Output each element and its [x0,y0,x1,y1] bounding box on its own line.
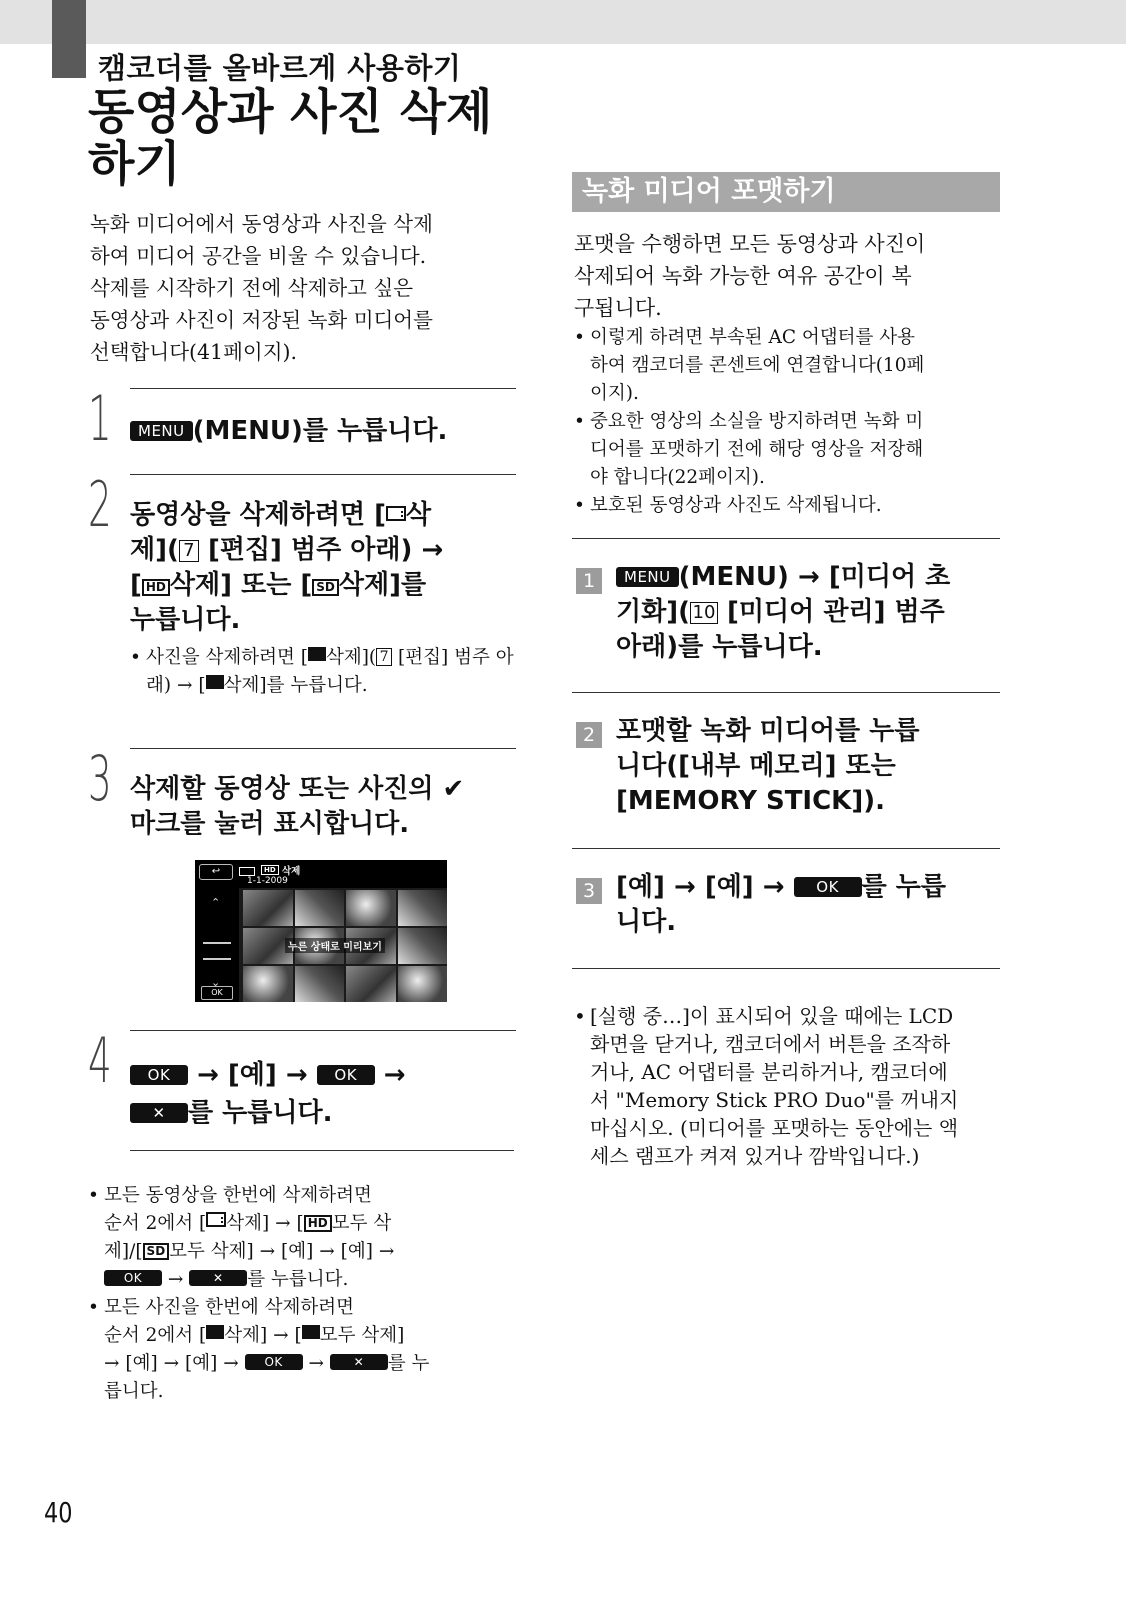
menu-key-icon: MENU [616,567,679,587]
step-text-part: 아래)를 누릅니다. [616,632,823,662]
step-text-part: 삭제] 또는 [ [169,570,313,600]
page-number: 40 [44,1496,73,1529]
step-text-part: [예] [616,872,665,902]
step-number: 2 [576,722,602,748]
note-text: 삭제]를 누릅니다. [223,675,368,696]
note-text: 모두 삭제] [169,1241,254,1262]
step-text-part: [예] [227,1060,277,1090]
thumbnail [346,890,396,926]
step-number: 3 [88,742,112,815]
close-key-icon: ✕ [130,1103,188,1123]
menu-key-icon: MENU [130,421,193,441]
note-text: [예] [281,1241,314,1262]
format-caution [574,1002,1002,1170]
note-text: 세스 램프가 켜져 있거나 깜박입니다.) [590,1144,920,1168]
arrow-icon: → [163,1353,180,1374]
format-step-1 [572,538,1000,688]
note-text: 를 누릅니다. [247,1269,349,1290]
note-text: 모든 동영상을 한번에 삭제하려면 [104,1185,372,1206]
step-number: 1 [88,382,112,455]
photo-icon [308,647,326,661]
arrow-icon: → [176,675,193,696]
category-7-icon: 7 [179,540,199,562]
note-item: • 모든 동영상을 한번에 삭제하려면 순서 2에서 [ 삭제] → [ HD 모두 삭 제]/[ SD 모두 삭제] → [예] → [예] → OK → ✕ 를 누릅니다. [88,1182,518,1294]
step-1 [88,382,516,458]
hd-icon: HD [142,579,170,596]
note-text: 하여 캠코더를 콘센트에 연결합니다(10페 [590,355,925,376]
note-text: [예] [185,1353,218,1374]
step-number: 3 [576,878,602,904]
thumbnail [243,890,293,926]
preview-hint: 누른 상태로 미리보기 [285,938,385,953]
step-divider [130,474,516,475]
step-divider [572,968,1000,969]
thumbnail [398,890,448,926]
step-text-part: [MEMORY STICK]). [616,786,885,816]
list-view-icon [203,942,231,960]
format-notes [574,324,998,520]
divider [572,968,1000,970]
note-item [574,324,998,408]
note-item: • 모든 사진을 한번에 삭제하려면 순서 2에서 [ 삭제] → [ 모두 삭제] → [예] → [예] → OK → ✕ 를 누 릅니다. [88,1294,518,1406]
arrow-icon: → [383,1060,406,1090]
step-1-label: (MENU)를 누릅니다. [192,416,448,446]
lcd-sidebar [195,888,239,1002]
step-3 [88,742,516,848]
step-divider [572,538,1000,539]
top-bar [0,0,1126,44]
lcd-header [195,860,447,888]
note-text: 이렇게 하려면 부속된 AC 어댑터를 사용 [590,327,915,348]
intro-line: 선택합니다(41페이지). [90,340,298,364]
hd-icon: HD [304,1215,332,1232]
arrow-icon: → [319,1241,335,1262]
lcd-ok-button: OK [201,986,233,1000]
scroll-down-icon: ⌄ [211,976,221,989]
note-item [574,492,998,520]
intro-line: 하여 미디어 공간을 비울 수 있습니다. [90,244,427,268]
step-text [616,870,1000,940]
step-text [130,414,516,449]
arrow-icon: → [421,535,444,565]
step-text [130,498,516,638]
check-icon: ✔ [442,774,465,804]
intro-paragraph [90,208,520,368]
arrow-icon: → [797,562,820,592]
lcd-title-text: 삭제 [281,866,301,877]
arrow-icon: → [673,872,696,902]
note-text: 모든 사진을 한번에 삭제하려면 [104,1297,354,1318]
note-text: 야 합니다(22페이지). [590,467,765,488]
thumbnail [295,890,345,926]
note-text: 마십시오. (미디어를 포맷하는 동안에는 액 [590,1116,959,1140]
arrow-icon: → [259,1241,276,1262]
format-section-header: 녹화 미디어 포맷하기 [572,172,1000,212]
thumbnail [398,966,448,1002]
photo-icon [302,1325,320,1339]
title-line-1: 동영상과 사진 삭제 [88,84,493,140]
page-title [88,86,528,190]
lcd-screen-illustration [195,860,447,1002]
step-text-part: 니다. [616,907,677,937]
section-label: 캠코더를 올바르게 사용하기 [98,51,462,85]
divider [130,1150,514,1151]
step-text-part: 포맷할 녹화 미디어를 누릅 [616,716,920,746]
left-notes [88,1182,518,1406]
intro-line: 구됩니다. [574,296,662,320]
note-text: 삭제] [224,1325,268,1346]
note-text: 를 누 [387,1353,430,1374]
step-text-part: [미디어 초 [828,562,951,592]
close-key-icon: ✕ [189,1270,247,1286]
step-text-part: 니다([내부 메모리] 또는 [616,751,896,781]
step-text-part: 제]( [130,535,179,565]
arrow-icon: → [197,1060,219,1090]
note-item [574,1002,1002,1170]
step-divider [130,748,516,749]
section-tab [52,0,86,78]
step-text [616,714,1000,819]
step-divider [572,848,1000,849]
format-step-3 [572,848,1000,968]
step-text-part: 삭제할 동영상 또는 사진의 [130,774,434,804]
note-text: 순서 2에서 [ [104,1325,207,1346]
step-2-note [130,644,520,700]
intro-line: 동영상과 사진이 저장된 녹화 미디어를 [90,308,433,332]
note-text: 삭제]( [325,647,377,668]
movie-icon [386,506,406,521]
ok-key-icon: OK [130,1065,188,1085]
note-text: 제]/[ [104,1241,143,1262]
note-text: 화면을 닫거나, 캠코더에서 버튼을 조작하 [590,1032,951,1056]
lcd-title [261,863,300,877]
arrow-icon: → [285,1060,308,1090]
arrow-icon: → [275,1213,291,1234]
lcd-date: 1-1-2009 [247,876,288,886]
thumbnail [295,966,345,1002]
format-intro [574,228,998,324]
thumbnail [346,966,396,1002]
note-text: 사진을 삭제하려면 [ [146,647,308,668]
close-key-icon: ✕ [330,1354,388,1370]
step-text-part: [ [130,570,142,600]
back-icon: ↩ [199,864,233,880]
note-text: 순서 2에서 [ [104,1213,207,1234]
arrow-icon: → [273,1325,289,1346]
note-text: [ [198,675,206,696]
note-text: 삭제] [226,1213,270,1234]
note-text: 디어를 포맷하기 전에 해당 영상을 저장해 [590,439,924,460]
note-text: [예] [340,1241,373,1262]
note-text: 거나, AC 어댑터를 분리하거나, 캠코더에 [590,1060,948,1084]
intro-line: 삭제되어 녹화 가능한 여유 공간이 복 [574,264,912,288]
note-item [574,408,998,492]
step-text-part: [미디어 관리] 범주 [718,597,945,627]
step-text-part: 를 누릅니다. [188,1098,333,1128]
note-text: 릅니다. [104,1381,164,1402]
step-text-part: 기화]( [616,597,690,627]
arrow-icon: → [308,1353,325,1374]
step-text-part: 동영상을 삭제하려면 [ [130,500,387,530]
battery-icon [239,867,255,876]
thumbnail [398,928,448,964]
sd-icon: SD [143,1243,170,1260]
note-text: [예] [125,1353,158,1374]
ok-key-icon: OK [104,1270,162,1286]
note-text: 모두 삭제] [319,1325,405,1346]
step-number: 1 [576,568,602,594]
step-text-part: 누릅니다. [130,605,241,635]
category-10-icon: 10 [690,602,718,624]
step-text-part: 를 누릅 [861,872,947,902]
title-line-2: 하기 [88,136,181,192]
photo-icon [206,1325,224,1339]
step-4 [88,1024,516,1140]
arrow-icon: → [167,1269,184,1290]
thumbnail [243,966,293,1002]
step-text-part: (MENU) [678,562,789,592]
note-text: 모두 삭 [331,1213,392,1234]
step-divider [130,1030,516,1031]
format-step-2 [572,692,1000,842]
ok-key-icon: OK [245,1354,303,1370]
step-divider [572,692,1000,693]
step-text-part: [예] [704,872,754,902]
arrow-icon: → [104,1353,120,1374]
note-text: 이지). [590,383,639,404]
intro-line: 삭제를 시작하기 전에 삭제하고 싶은 [90,276,414,300]
step-text [130,1056,516,1132]
arrow-icon: → [762,872,785,902]
note-text: [편집] 범주 아래) [146,647,514,696]
note-text: 보호된 동영상과 사진도 삭제됩니다. [590,495,882,516]
photo-icon [206,675,224,689]
movie-icon [206,1212,226,1227]
note-item [130,644,520,700]
arrow-icon: → [378,1241,395,1262]
sd-icon: SD [312,579,339,596]
intro-line: 포맷을 수행하면 모든 동영상과 사진이 [574,232,926,256]
arrow-icon: → [223,1353,239,1374]
note-text: [실행 중…]이 표시되어 있을 때에는 LCD [590,1004,954,1028]
step-number: 4 [88,1024,112,1097]
step-2 [88,468,516,734]
step-text-part: 삭제]를 [338,570,427,600]
scroll-up-icon: ⌃ [211,896,221,909]
step-text-part: [편집] 범주 아래) [198,535,413,565]
intro-line: 녹화 미디어에서 동영상과 사진을 삭제 [90,212,433,236]
step-text [616,560,1000,665]
ok-key-icon: OK [317,1065,375,1085]
step-text-part: 마크를 눌러 표시합니다. [130,809,410,839]
step-text [130,772,516,842]
step-number: 2 [88,468,112,541]
note-text: 서 "Memory Stick PRO Duo"를 꺼내지 [590,1088,959,1112]
note-text: 중요한 영상의 소실을 방지하려면 녹화 미 [590,411,924,432]
category-7-icon: 7 [376,648,392,666]
hd-icon: HD [261,865,279,875]
step-divider [130,388,516,389]
step-text-part: 삭 [406,500,432,530]
ok-key-icon: OK [794,877,862,897]
